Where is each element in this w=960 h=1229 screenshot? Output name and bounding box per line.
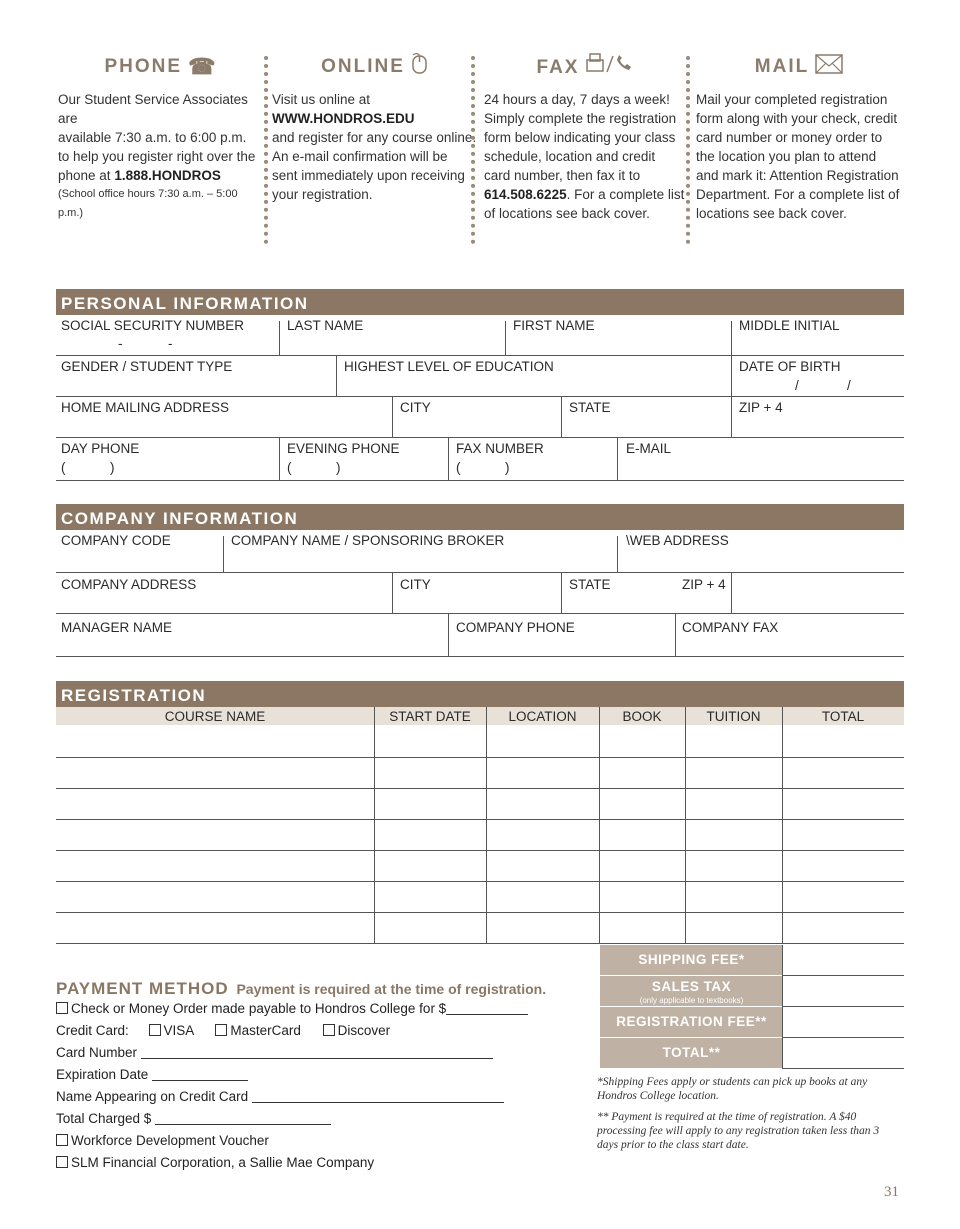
dob-slash: / [795,378,799,393]
paren: ) [505,460,510,475]
table-column-line [599,707,600,943]
mail-line: Mail your completed registration [696,92,888,107]
field-divider [448,438,449,480]
middle-initial-label: MIDDLE INITIAL [739,318,840,333]
table-row-line [56,788,904,789]
first-name-label: FIRST NAME [513,318,595,333]
fax-line: 24 hours a day, 7 days a week! [484,92,670,107]
company-fax-label: COMPANY FAX [682,620,779,635]
shipping-note: *Shipping Fees apply or students can pick up books at any Hondros College location. [597,1076,868,1102]
dob-slash: / [847,378,851,393]
fax-title: FAX [536,57,580,79]
company-zip-label: ZIP + 4 [682,577,726,592]
name-on-card-label: Name Appearing on Credit Card [56,1089,249,1104]
phone-line: phone at [58,168,115,183]
field-divider [279,438,280,480]
ssn-label: SOCIAL SECURITY NUMBER [61,318,245,333]
field-rule [56,656,904,657]
mastercard-option[interactable] [215,1023,301,1038]
paren: ( [287,460,292,475]
fax-icon [585,52,637,84]
discover-label: Discover [337,1023,391,1038]
location-column: LOCATION [508,709,577,724]
check-option[interactable] [56,1001,528,1016]
ssn-separator: - [118,336,123,351]
field-rule [56,437,904,438]
paren: ) [336,460,341,475]
fee-line [782,1006,904,1007]
online-title: ONLINE [321,56,405,78]
total-charged-field[interactable] [155,1112,331,1125]
divider [471,56,475,244]
mastercard-label: MasterCard [230,1023,301,1038]
course-name-column: COURSE NAME [164,709,266,724]
field-divider [448,614,449,656]
check-amount-field[interactable] [446,1002,528,1015]
start-date-column: START DATE [389,709,471,724]
registration-fee-label: REGISTRATION FEE** [600,1007,783,1037]
mail-line: the location you plan to attend [696,149,877,164]
visa-label: VISA [163,1023,194,1038]
mouse-icon [411,52,429,82]
total-column: TOTAL [821,709,865,724]
envelope-icon [815,52,843,82]
field-divider [561,573,562,613]
sales-tax-label: SALES TAX [651,979,732,994]
online-line: and register for any course online. [272,130,477,145]
card-number-label: Card Number [56,1045,138,1060]
table-row-line [56,850,904,851]
phone-line: Our Student Service Associates are [58,92,248,126]
slm-option[interactable] [56,1155,374,1170]
ssn-separator: - [168,336,173,351]
education-label: HIGHEST LEVEL OF EDUCATION [344,359,554,374]
fax-line: card number, then fax it to [484,168,641,183]
fax-line: schedule, location and credit [484,149,656,164]
checkbox[interactable] [323,1024,335,1036]
city-label: CITY [400,400,431,415]
online-line: Visit us online at [272,92,371,107]
mail-title: MAIL [754,56,810,78]
table-column-line [486,707,487,943]
discover-option[interactable] [323,1023,391,1038]
checkbox[interactable] [149,1024,161,1036]
voucher-option[interactable] [56,1133,269,1148]
evening-phone-label: EVENING PHONE [287,441,400,456]
home-address-label: HOME MAILING ADDRESS [61,400,230,415]
online-line: sent immediately upon receiving [272,168,465,183]
phone-line: available 7:30 a.m. to 6:00 p.m. [58,130,247,145]
company-state-label: STATE [569,577,611,592]
payment-note: ** Payment is required at the time of registration. A $40 processing fee will apply to any registration taken less than 3 days prior to the class start date. [597,1111,880,1151]
mail-method [696,52,902,223]
sales-tax-box [600,976,783,1006]
fax-line: of locations see back cover. [484,206,650,221]
fax-line: . For a complete list [566,187,685,202]
field-divider [279,321,280,356]
book-column: BOOK [622,709,662,724]
mail-line: and mark it: Attention Registration [696,168,899,183]
dob-label: DATE OF BIRTH [739,359,841,374]
fee-line [782,1037,904,1038]
total-fee-label: TOTAL** [600,1038,783,1068]
fax-method [484,52,690,223]
fee-divider [782,945,783,1068]
online-line: your registration. [272,187,373,202]
company-phone-label: COMPANY PHONE [456,620,575,635]
last-name-label: LAST NAME [287,318,364,333]
zip-label: ZIP + 4 [739,400,783,415]
web-address-label: \WEB ADDRESS [626,533,729,548]
fax-line: form below indicating your class [484,130,676,145]
fee-line [782,1068,904,1069]
card-number-field[interactable] [141,1046,493,1059]
online-line: An e-mail confirmation will be [272,149,448,164]
table-column-line [782,707,783,943]
table-row-line [56,943,904,944]
check-label: Check or Money Order made payable to Hondros College for $ [71,1001,447,1016]
field-rule [56,355,904,356]
field-divider [731,573,732,613]
phone-number: 1.888.HONDROS [114,168,221,183]
field-divider [731,356,732,397]
name-on-card-field[interactable] [252,1090,504,1103]
field-divider [392,573,393,613]
email-label: E-MAIL [626,441,672,456]
office-hours: (School office hours 7:30 a.m. – 5:00 p.m.) [58,188,238,219]
table-row-line [56,819,904,820]
phone-method [58,52,264,223]
personal-info-header: PERSONAL INFORMATION [56,289,904,315]
tuition-column: TUITION [706,709,761,724]
slm-label: SLM Financial Corporation, a Sallie Mae Company [71,1155,375,1170]
field-rule [56,613,904,614]
table-row-line [56,757,904,758]
phone-line: to help you register right over the [58,149,256,164]
paren: ( [456,460,461,475]
field-rule [56,572,904,573]
company-address-label: COMPANY ADDRESS [61,577,197,592]
fax-number: 614.508.6225 [484,187,567,202]
company-name-label: COMPANY NAME / SPONSORING BROKER [231,533,505,548]
mail-line: form along with your check, credit [696,111,898,126]
checkbox[interactable] [56,1134,68,1146]
voucher-label: Workforce Development Voucher [71,1133,269,1148]
fax-number-label: FAX NUMBER [456,441,544,456]
total-charged-label: Total Charged $ [56,1111,152,1126]
fax-line: Simply complete the registration [484,111,677,126]
mail-line: Department. For a complete list of [696,187,900,202]
field-divider [561,397,562,438]
paren: ( [61,460,66,475]
divider [686,56,690,244]
field-divider [617,438,618,480]
website-link[interactable]: WWW.HONDROS.EDU [272,111,415,126]
table-column-line [685,707,686,943]
page-number: 31 [884,1184,899,1200]
checkbox[interactable] [56,1156,68,1168]
shipping-fee-label: SHIPPING FEE* [600,945,783,975]
phone-title: PHONE [104,56,183,78]
gender-label: GENDER / STUDENT TYPE [61,359,233,374]
company-code-label: COMPANY CODE [61,533,171,548]
state-label: STATE [569,400,611,415]
field-divider [617,536,618,573]
payment-method-subtitle: Payment is required at the time of registration. [236,981,547,997]
fee-line [782,975,904,976]
table-row-line [56,912,904,913]
field-rule [56,480,904,481]
payment-method-title: PAYMENT METHOD [56,979,229,998]
day-phone-label: DAY PHONE [61,441,140,456]
field-divider [731,321,732,356]
online-method [272,52,478,204]
checkbox[interactable] [215,1024,227,1036]
manager-name-label: MANAGER NAME [61,620,173,635]
registration-header: REGISTRATION [56,681,904,707]
field-divider [223,536,224,573]
credit-card-label: Credit Card: [56,1023,129,1038]
field-divider [731,397,732,438]
divider [264,56,268,244]
table-row-line [56,881,904,882]
table-column-line [374,707,375,943]
checkbox[interactable] [56,1002,68,1014]
company-city-label: CITY [400,577,431,592]
visa-option[interactable] [149,1023,194,1038]
expiration-field[interactable] [152,1068,248,1081]
field-rule [56,396,904,397]
paren: ) [110,460,115,475]
mail-line: card number or money order to [696,130,883,145]
field-divider [392,397,393,438]
field-divider [505,321,506,356]
field-divider [675,614,676,656]
sales-tax-note: (only applicable to textbooks) [639,996,744,1005]
expiration-label: Expiration Date [56,1067,149,1082]
mail-line: locations see back cover. [696,206,847,221]
company-info-header: COMPANY INFORMATION [56,504,904,530]
telephone-icon: ☎ [188,54,218,79]
field-divider [336,356,337,397]
